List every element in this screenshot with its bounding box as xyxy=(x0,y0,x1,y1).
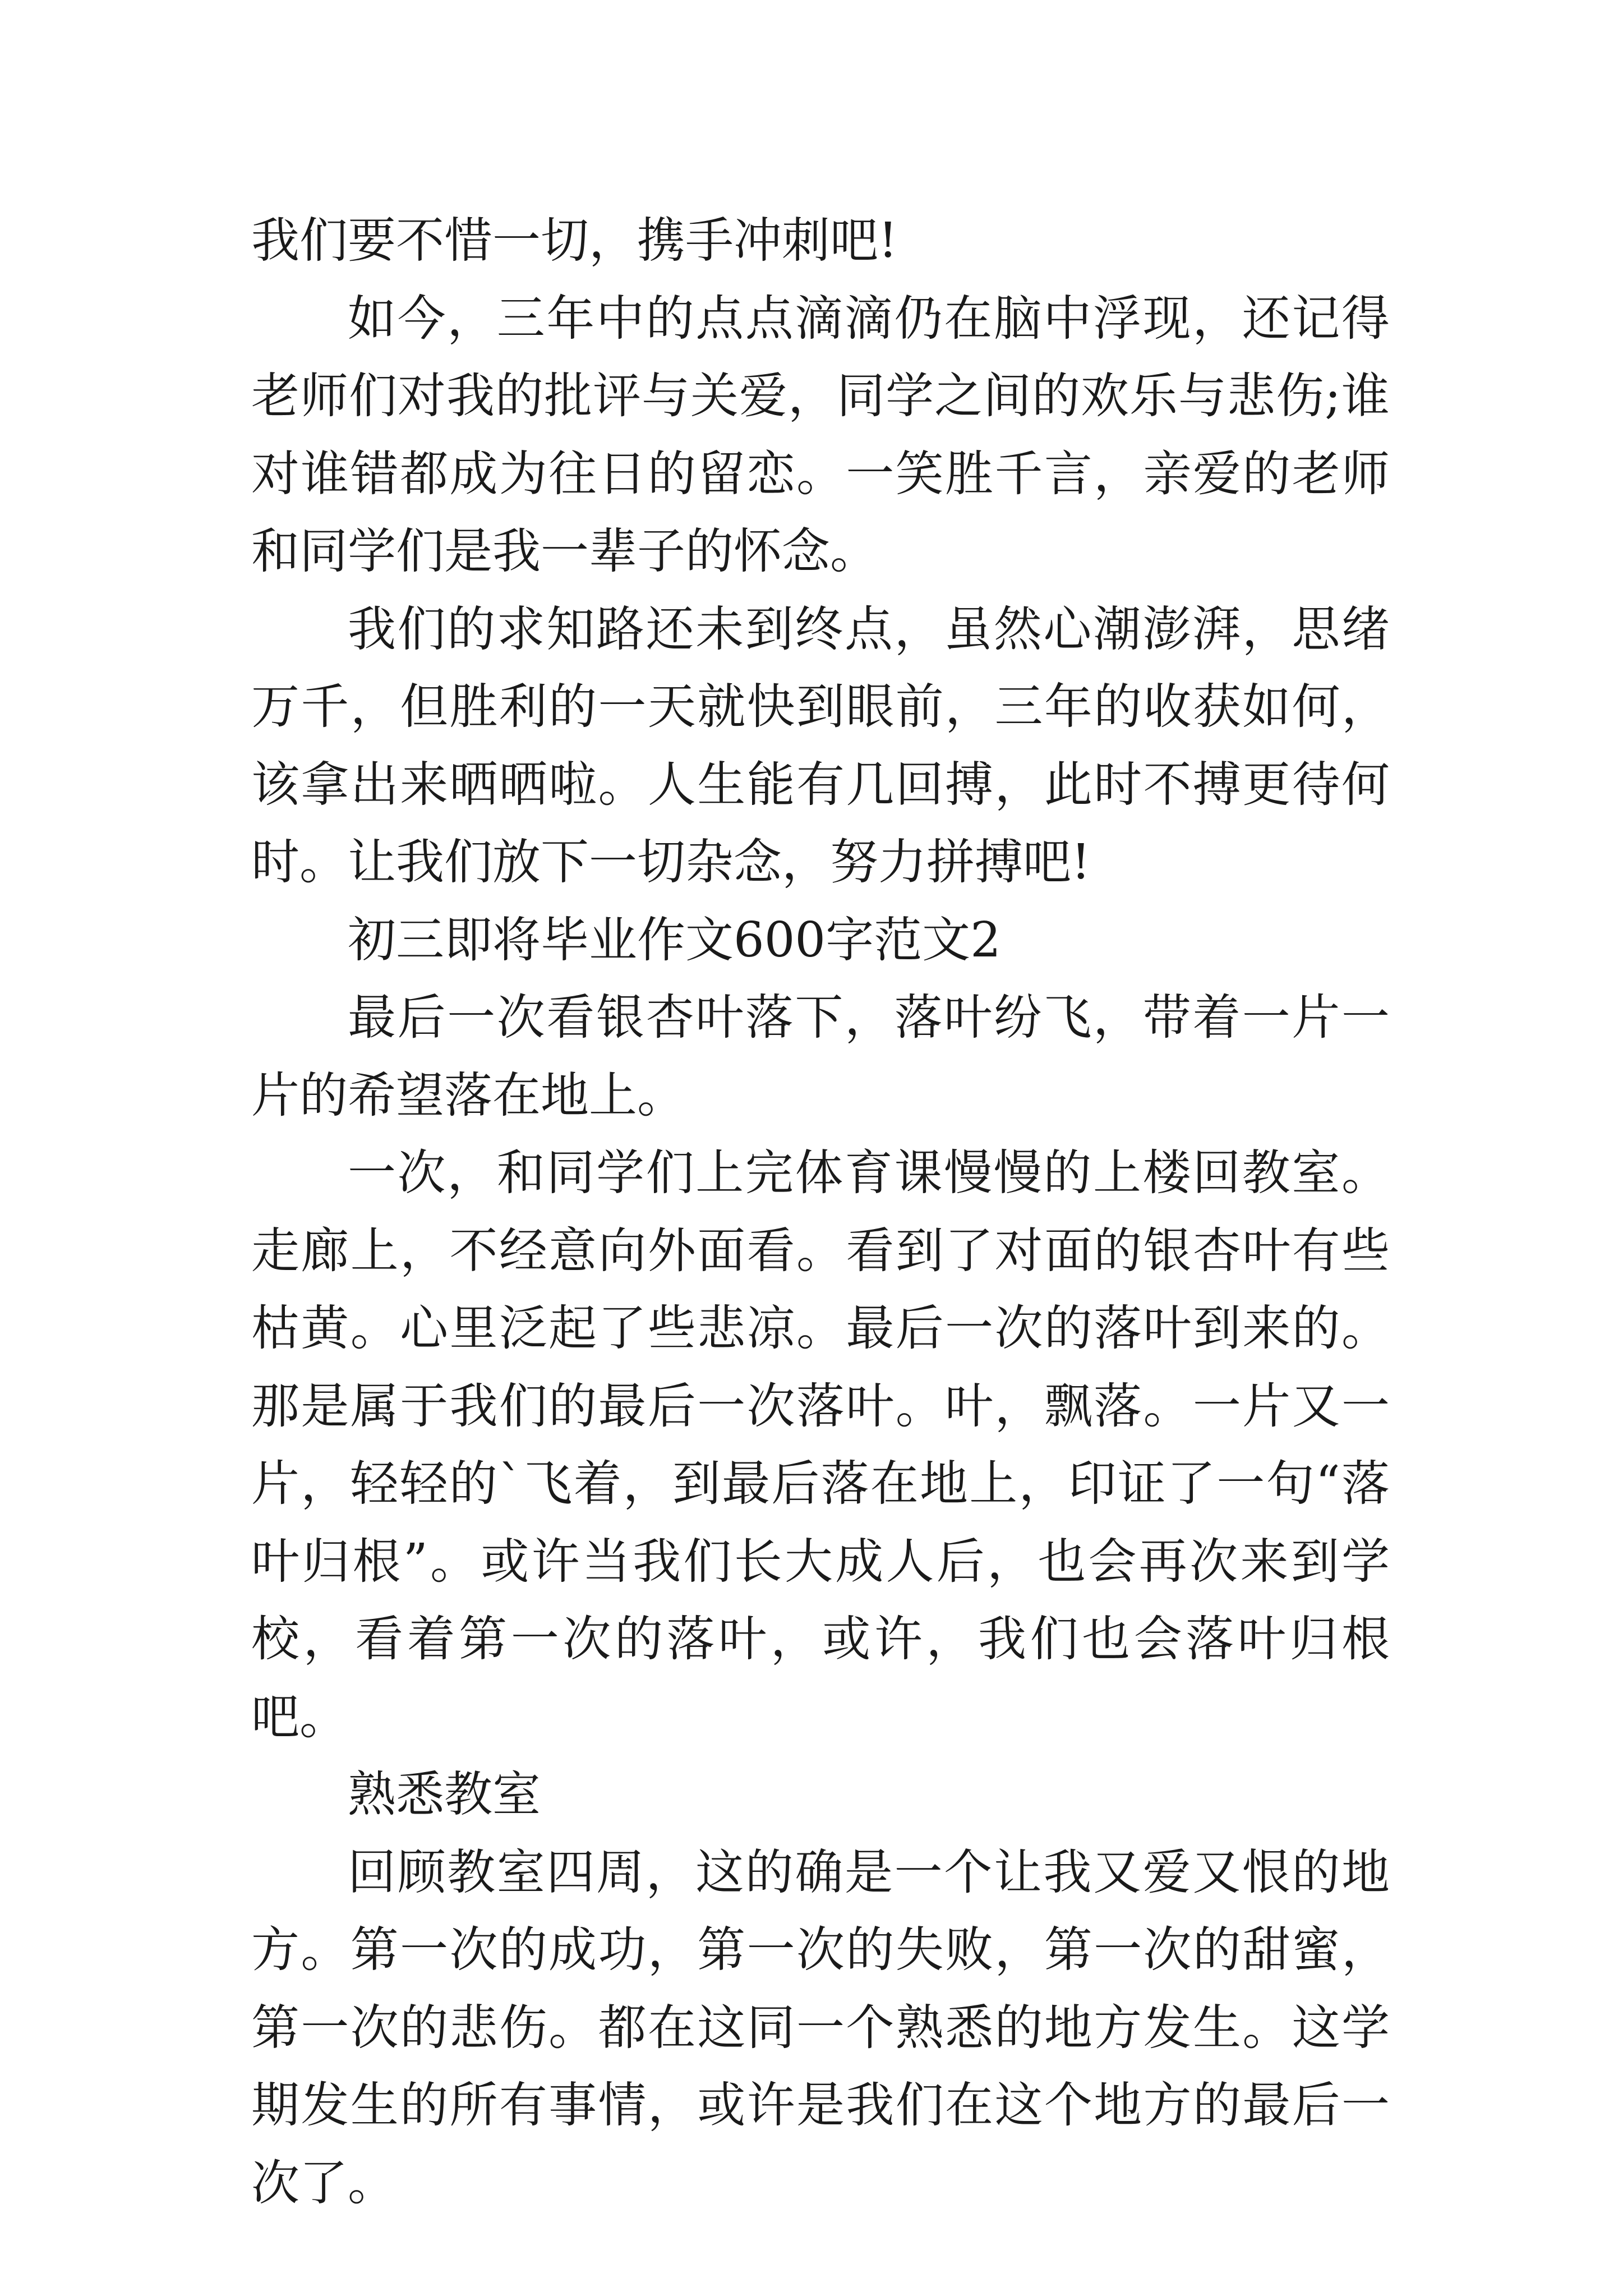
paragraph-memories: 如今，三年中的点点滴滴仍在脑中浮现，还记得老师们对我的批评与关爱，同学之间的欢乐与悲伤;谁对谁错都成为往日的留恋。一笑胜千言，亲爱的老师和同学们是我一辈子的怀念。 xyxy=(251,290,1390,579)
paragraph-classroom: 回顾教室四周，这的确是一个让我又爱又恨的地方。第一次的成功，第一次的失败，第一次的甜蜜，第一次的悲伤。都在这同一个熟悉的地方发生。这学期发生的所有事情，或许是我们在这个地方的最后一次了。 xyxy=(251,1844,1390,2211)
section-heading-essay-2: 初三即将毕业作文600字范文2 xyxy=(348,912,1001,968)
paragraph-continuation: 我们要不惜一切，携手冲刺吧! xyxy=(251,213,898,269)
paragraph-journey: 我们的求知路还未到终点，虽然心潮澎湃，思绪万千，但胜利的一天就快到眼前，三年的收获如何，该拿出来晒晒啦。人生能有几回搏，此时不搏更待何时。让我们放下一切杂念，努力拼搏吧! xyxy=(251,601,1390,890)
subheading-familiar-classroom: 熟悉教室 xyxy=(348,1766,541,1823)
document-body xyxy=(251,202,1390,2222)
paragraph-ginkgo: 最后一次看银杏叶落下，落叶纷飞，带着一片一片的希望落在地上。 xyxy=(251,990,1390,1124)
paragraph-falling-leaves: 一次，和同学们上完体育课慢慢的上楼回教室。走廊上，不经意向外面看。看到了对面的银杏叶有些枯黄。心里泛起了些悲凉。最后一次的落叶到来的。那是属于我们的最后一次落叶。叶，飘落。一片又一片，轻轻的`飞着，到最后落在地上，印证了一句“落叶归根”。或许当我们长大成人后，也会再次来到学校，看着第一次的落叶，或许，我们也会落叶归根吧。 xyxy=(251,1145,1390,1745)
